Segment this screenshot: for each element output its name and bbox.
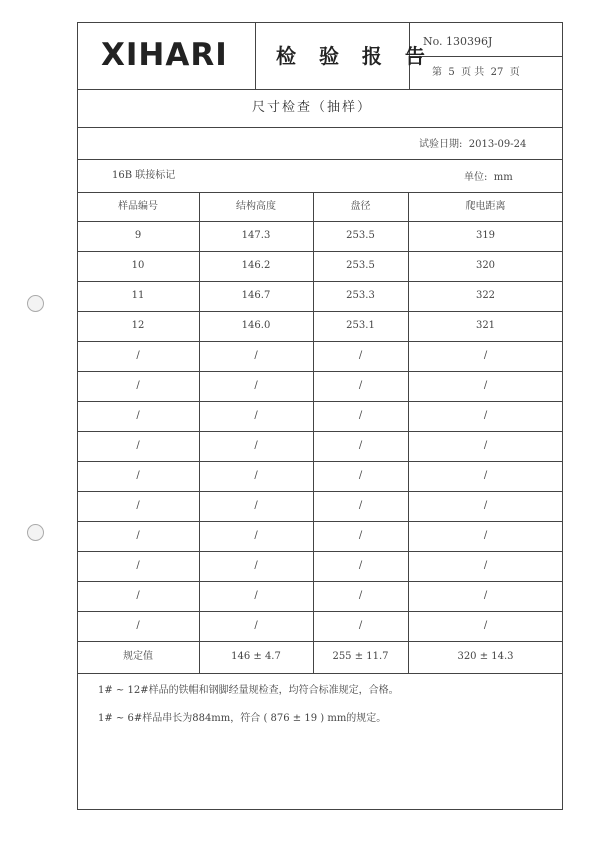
table-cell: / xyxy=(254,590,258,601)
table-cell: / xyxy=(254,410,258,421)
note-2: 1# ~ 6#样品串长为884mm，符合 ( 876 ± 19 ) mm的规定。 xyxy=(98,713,387,724)
table-cell: / xyxy=(483,470,488,481)
table-cell: / xyxy=(136,440,140,451)
table-cell: / xyxy=(358,380,363,391)
table-cell: / xyxy=(136,350,140,361)
spec-row-cell: 146 ± 4.7 xyxy=(231,651,281,662)
table-cell: / xyxy=(483,590,488,601)
table-cell: / xyxy=(254,530,258,541)
header-divider-1 xyxy=(255,22,256,89)
punch-hole-bottom xyxy=(27,524,44,541)
table-cell: / xyxy=(136,380,140,391)
table-cell: 9 xyxy=(134,230,142,241)
table-cell: / xyxy=(254,380,258,391)
table-cell: / xyxy=(136,560,140,571)
punch-hole-top xyxy=(27,295,44,312)
table-cell: / xyxy=(254,560,258,571)
table-cell: / xyxy=(358,590,363,601)
table-cell: / xyxy=(136,470,140,481)
table-cell: / xyxy=(136,530,140,541)
table-cell: / xyxy=(483,350,488,361)
table-cell: / xyxy=(358,530,363,541)
table-cell: / xyxy=(254,470,258,481)
table-cell: / xyxy=(358,350,363,361)
table-cell: / xyxy=(483,560,488,571)
table-cell: / xyxy=(136,410,140,421)
table-cell: / xyxy=(254,620,258,631)
table-cell: / xyxy=(254,350,258,361)
table-cell: / xyxy=(358,560,363,571)
table-cell: 146.7 xyxy=(241,290,271,301)
table-cell: / xyxy=(483,530,488,541)
table-cell: / xyxy=(483,410,488,421)
note-1: 1# ~ 12#样品的铁帽和钢脚经量规检查，均符合标准规定，合格。 xyxy=(98,685,399,696)
table-cell: 320 xyxy=(475,260,496,271)
unit-label: 单位: mm xyxy=(464,172,513,183)
header-bottom-line xyxy=(77,89,563,90)
table-cell: / xyxy=(136,500,140,511)
table-cell: 147.3 xyxy=(241,230,271,241)
table-cell: / xyxy=(136,590,140,601)
table-cell: / xyxy=(358,470,363,481)
spec-row-cell: 规定值 xyxy=(123,651,153,662)
spec-row-cell: 320 ± 14.3 xyxy=(457,651,514,662)
report-title: 检 验 报 告 xyxy=(276,44,433,68)
table-header-cell: 样品编号 xyxy=(118,200,158,212)
table-cell: / xyxy=(358,500,363,511)
table-row-line xyxy=(77,673,563,674)
table-cell: 146.2 xyxy=(241,260,271,271)
table-cell: / xyxy=(358,440,363,451)
table-header-cell: 盘径 xyxy=(350,200,371,212)
table-cell: / xyxy=(483,620,488,631)
page-info: 第 5 页 共 27 页 xyxy=(432,67,520,78)
table-cell: 11 xyxy=(131,290,145,301)
table-cell: / xyxy=(136,620,140,631)
table-cell: 321 xyxy=(475,320,496,331)
table-cell: 146.0 xyxy=(241,320,271,331)
spec-row-cell: 255 ± 11.7 xyxy=(332,651,389,662)
table-cell: 253.5 xyxy=(346,230,375,241)
table-cell: / xyxy=(483,500,488,511)
table-cell: / xyxy=(254,440,258,451)
table-cell: 12 xyxy=(131,320,145,331)
table-cell: / xyxy=(358,410,363,421)
table-cell: 253.5 xyxy=(346,260,375,271)
company-logo: XIHARI xyxy=(101,37,228,73)
table-header-cell: 爬电距离 xyxy=(465,200,506,212)
table-cell: 10 xyxy=(131,260,145,271)
report-number: No. 130396J xyxy=(423,35,493,48)
table-cell: 322 xyxy=(475,290,496,301)
table-cell: / xyxy=(358,620,363,631)
sample-label: 16B 联接标记 xyxy=(112,170,176,181)
table-cell: 319 xyxy=(475,230,496,241)
date-row-line xyxy=(77,159,563,160)
table-cell: 253.3 xyxy=(346,290,375,301)
table-cell: / xyxy=(483,380,488,391)
table-cell: 253.1 xyxy=(346,320,375,331)
section-title-line xyxy=(77,127,563,128)
section-title: 尺寸检查（抽样） xyxy=(252,100,373,115)
test-date: 试验日期: 2013-09-24 xyxy=(419,139,527,150)
table-header-cell: 结构高度 xyxy=(236,200,276,212)
table-cell: / xyxy=(254,500,258,511)
table-cell: / xyxy=(483,440,488,451)
